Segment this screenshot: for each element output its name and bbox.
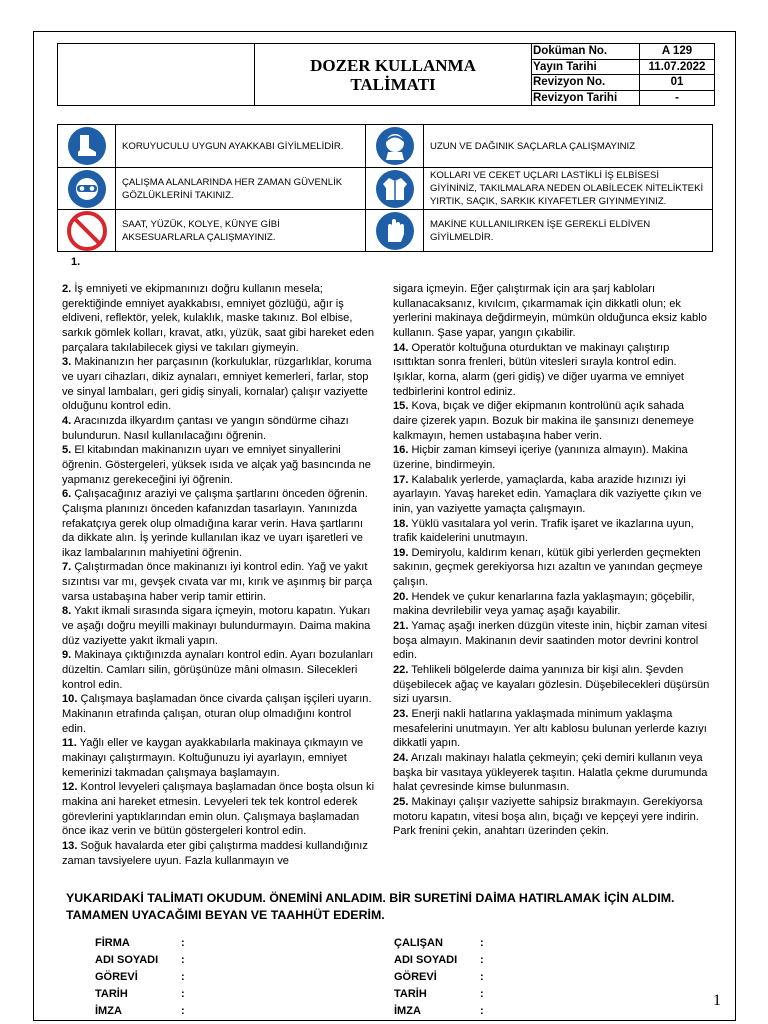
field-colon: : [181, 971, 185, 983]
instruction-text: Kontrol levyeleri çalışmaya başlamadan önce boşta olsun ki makina ani hareket etmesin. Levyeleri tek tek kontrol ederek görevlerini yaptıklarından emin olun. Çalışmaya başlamadan önce ikaz verin ve bütün göstergeleri kontrol edin. [62, 781, 375, 838]
field-colon: : [181, 954, 185, 966]
instruction-item [393, 473, 711, 517]
instruction-text: Yağlı eller ve kaygan ayakkabılarla makinaya çıkmayın ve makinayı çalıştırmayın. Koltuğunuzu iyi ayarlayın, emniyet kemerinizi takmadan çalışmaya başlamayın. [62, 737, 364, 779]
instruction-text: Demiryolu, kaldırım kenarı, kütük gibi yerlerden geçmekten sakının, geçmek gerekiyorsa hızı azaltın ve yanından geçmeye çalışın. [393, 546, 703, 589]
instruction-text: Yakıt ikmali sırasında sigara içmeyin, motoru kapatın. Yukarı ve aşağı doğru meyilli makinayı bulundurmayın. Daima makina düz vaziyette yakıt ikmali yapın. [62, 605, 371, 647]
meta-value: A 129 [661, 45, 693, 57]
instruction-number: 9. [62, 649, 72, 662]
signature-row [95, 986, 185, 1003]
field-colon: : [181, 937, 185, 949]
instruction-text: Çalışacağınız araziyi ve çalışma şartlarını önceden öğrenin. Çalışma planınızı önceden kafanızdan tasarlayın. Yanınızda refakatçıya gerek olup olmadığına karar verin. Hava şartlarını da dikkate alın. İş yerinde kullanılan ikaz ve uyarı işaretleri ve ikaz lambalarının mahiyetini öğrenin. [62, 488, 368, 559]
safety-text: ÇALIŞMA ALANLARINDA HER ZAMAN GÜVENLİK GÖZLÜKLERİNİ TAKINIZ. [116, 168, 366, 210]
instruction-item [393, 399, 711, 443]
instruction-item [62, 780, 378, 839]
instruction-number: 7. [62, 561, 72, 574]
field-label: TARİH [95, 988, 128, 1000]
instruction-text: El kitabından makinanızın uyarı ve emniyet sinyallerini öğrenin. Göstergeleri, yüksek ısıda ve alçak yağ basıncında ne yapmanız gerekeceğini iyi öğrenin. [62, 444, 371, 486]
instruction-item [62, 487, 378, 560]
acknowledgement-statement: YUKARIDAKİ TALİMATI OKUDUM. ÖNEMİNİ ANLADIM. BİR SURETİNİ DAİMA HATIRLAMAK İÇİN ALDIM. TAMAMEN UYACAĞIMI BEYAN VE TAAHHÜT EDERİM. [66, 891, 675, 922]
meta-value: 01 [670, 76, 684, 88]
signature-row [394, 969, 484, 986]
document-meta-table [532, 44, 714, 105]
field-colon: : [480, 988, 484, 1000]
field-colon: : [480, 971, 484, 983]
instruction-number: 23. [393, 708, 409, 721]
instruction-number: 4. [62, 414, 72, 427]
field-label: İMZA [394, 1005, 421, 1017]
instruction-item [62, 355, 378, 414]
title-line-2: TALİMATI [350, 74, 436, 94]
safety-text: KORUYUCULU UYGUN AYAKKABI GİYİLMELİDİR. [116, 125, 366, 168]
field-colon: : [181, 988, 185, 1000]
instructions-right-column [393, 282, 711, 839]
instruction-number: 10. [62, 693, 78, 706]
instruction-text: Çalıştırmadan önce makinanızı iyi kontrol edin. Yağ ve yakıt sızıntısı var mı, gevşek cıvata var mı, kırık ve aşınmış bir parça varsa ustabaşına haber verip tamir ettirin. [62, 561, 373, 603]
instruction-number: 16. [393, 444, 409, 457]
instruction-item [393, 517, 711, 546]
signature-row [394, 986, 484, 1003]
field-label: ADI SOYADI [394, 954, 458, 966]
instruction-number: 18. [393, 517, 409, 530]
safety-boot-icon [58, 125, 116, 168]
meta-row [532, 60, 714, 76]
instruction-continuation: sigara içmeyin. Eğer çalıştırmak için ara şarj kabloları kullanacaksanız, kıvılcım, çıkarmamak için dikkatli olun; ek yerlerini makinaya değdirmeyin, mümkün olduğunca eksiz kablo kullanın. Şase yapar, yangın çıkabilir. [393, 283, 707, 339]
document-title [255, 44, 532, 105]
instruction-number: 5. [62, 444, 72, 457]
meta-row [532, 75, 714, 91]
field-colon: : [480, 1005, 484, 1017]
signature-row [394, 1003, 484, 1020]
signature-block-employee [394, 935, 484, 1020]
instruction-number: 2. [62, 283, 72, 295]
signature-row [95, 1003, 185, 1020]
instruction-text: Makinayı çalışır vaziyette sahipsiz bırakmayın. Gerekiyorsa motoru kapatın, vitesi boşa alın, bıçağı ve kepçeyi yere indirin. Park frenini çekin, anahtarı üzerinden çekin. [393, 795, 703, 838]
instruction-text: Hendek ve çukur kenarlarına fazla yaklaşmayın; göçebilir, makina devrilebilir veya yamaç aşağı kayabilir. [393, 590, 695, 618]
instruction-item [62, 282, 378, 355]
instruction-item [393, 590, 711, 619]
instruction-number: 21. [393, 620, 409, 633]
signature-row [394, 935, 484, 952]
instruction-text: Soğuk havalarda eter gibi çalıştırma maddesi kullandığınız zaman tavsiyelere uyun. Fazla kullanmayın ve [62, 839, 368, 867]
safety-text: KOLLARI VE CEKET UÇLARI LASTİKLİ İŞ ELBİSESİ GİYİNİNİZ, TAKILMALARA NEDEN OLABİLECEK NİTELİKTEKİ YIRTIK, SAÇIK, SARKIK KIYAFETLER GIYINMEYINIZ. [424, 168, 712, 210]
instruction-item [393, 619, 711, 663]
instruction-text: Operatör koltuğuna oturduktan ve makinayı çalıştırıp ısıttıktan sonra frenleri, bütün vitesleri sırayla kontrol edin. Işıklar, korna, alarm (geri gidiş) ve diğer uyarma ve emniyet tedbirlerini kontrol ediniz. [393, 341, 685, 398]
instruction-number: 13. [62, 839, 78, 852]
instruction-item [393, 546, 711, 590]
field-label: TARİH [394, 988, 427, 1000]
instruction-number: 6. [62, 488, 72, 501]
field-label: GÖREVİ [95, 971, 138, 983]
instruction-text: Aracınızda ilkyardım çantası ve yangın söndürme cihazı bulundurun. Nasıl kullanılacağını öğrenin. [62, 414, 349, 442]
meta-row [532, 44, 714, 60]
signature-row [95, 935, 185, 952]
instruction-item [62, 414, 378, 443]
instructions-left-column [62, 282, 378, 890]
instruction-text: Yamaç aşağı inerken düzgün viteste inin, hiçbir zaman vitesi boşa almayın. Makinanın devir saatinden motor devrini kontrol edin. [393, 620, 708, 662]
meta-label: Revizyon Tarihi [532, 91, 640, 106]
meta-value: 11.07.2022 [648, 60, 706, 73]
field-label: İMZA [95, 1005, 122, 1017]
meta-label: Yayın Tarihi [532, 60, 640, 75]
safety-text: MAKİNE KULLANILIRKEN İŞE GEREKLİ ELDİVEN GİYİLMELDİR. [430, 219, 651, 243]
instruction-item [62, 736, 378, 780]
safety-text: UZUN VE DAĞINIK SAÇLARLA ÇALIŞMAYINIZ [424, 125, 712, 168]
instruction-item [393, 443, 711, 472]
instruction-item [393, 795, 711, 839]
logo-cell [58, 44, 255, 105]
meta-row [532, 91, 714, 106]
instruction-number: 8. [62, 605, 72, 618]
safety-signs-table [57, 124, 713, 252]
list-item-1-label: 1. [71, 256, 81, 268]
field-colon: : [480, 954, 484, 966]
instruction-number: 22. [393, 664, 409, 677]
signature-row [95, 952, 185, 969]
instruction-item [393, 707, 711, 751]
instruction-text: Arızalı makinayı halatla çekmeyin; çeki demiri kullanın veya başka bir vasıtaya yükleyerek taşıtın. Halatla çekme durumunda halat çevresinde kimse bulunmasın. [393, 752, 708, 794]
no-accessories-icon [58, 210, 116, 252]
instruction-number: 25. [393, 795, 409, 808]
instruction-number: 24. [393, 752, 409, 764]
field-label: FİRMA [95, 937, 130, 949]
instruction-number: 3. [62, 356, 72, 369]
signature-row [394, 952, 484, 969]
meta-label: Revizyon No. [532, 75, 640, 90]
instruction-number: 11. [62, 737, 77, 750]
instruction-text: Tehlikeli bölgelerde daima yanınıza bir kişi alın. Şevden düşebilecek ağaç ve kayaları gözlesin. Düşebilecekleri düşürsün sizi uyarsın. [393, 664, 710, 706]
instruction-text: Çalışmaya başlamadan önce civarda çalışan işçileri uyarın. Makinanın etrafında çalışan, oturan olup olmadığını kontrol edin. [62, 693, 372, 735]
protective-clothing-icon [366, 168, 424, 210]
instruction-item [393, 341, 711, 400]
instruction-item [62, 692, 378, 736]
page-number: 1 [713, 992, 721, 1009]
instruction-item [62, 560, 378, 604]
instruction-text: Makinaya çıktığınızda aynaları kontrol edin. Ayarı bozulanları düzeltin. Camları silin, görüşünüze mâni olmasın. Silecekleri kontrol edin. [62, 649, 374, 691]
instruction-text: Yüklü vasıtalara yol verin. Trafik işaret ve ikazlarına uyun, trafik kaidelerini unutmayın. [393, 517, 694, 545]
instruction-number: 12. [62, 781, 78, 794]
field-colon: : [480, 937, 484, 949]
instruction-item [62, 648, 378, 692]
meta-value: - [675, 91, 679, 104]
signature-row [95, 969, 185, 986]
safety-text: SAAT, YÜZÜK, KOLYE, KÜNYE GİBİ AKSESUARLARLA ÇALIŞMAYINIZ. [116, 210, 366, 252]
signature-block-company [95, 935, 185, 1020]
meta-label: Doküman No. [532, 44, 640, 59]
instruction-item [393, 663, 711, 707]
field-label: ADI SOYADI [95, 954, 159, 966]
instruction-item [62, 604, 378, 648]
instruction-text: İş emniyeti ve ekipmanınızı doğru kullanın mesela; gerektiğinde emniyet ayakkabısı, emniyet gözlüğü, ağır iş eldiveni, reflektör, yelek, kulaklık, maske takınız. Bol elbise, sarkık gömlek kolları, kravat, atkı, yüzük, saat gibi hareket eden parçalara takılabilecek giysi ve takıları giymeyin. [62, 283, 375, 354]
instruction-text: Hiçbir zaman kimseyi içeriye (yanınıza almayın). Makina üzerine, bindirmeyin. [393, 444, 688, 471]
instruction-item [62, 839, 378, 868]
document-header [57, 43, 715, 106]
instruction-text: Enerji nakli hatlarına yaklaşmada minimum yaklaşma mesafelerini unutmayın. Yer altı kablosu bulunan yerlerde kazıyı dikkatli yapın. [393, 708, 707, 750]
instruction-text: Kalabalık yerlerde, yamaçlarda, kaba arazide hızınızı iyi ayarlayın. Yavaş hareket edin. Yamaçlara dik vaziyette çıkın ve inin, yan vaziyette yamaçta çalışmayın. [393, 473, 702, 515]
field-colon: : [181, 1005, 185, 1017]
instruction-text: Kova, bıçak ve diğer ekipmanın kontrolünü açık sahada daire çizerek yapın. Bozuk bir makina ile şansınızı denemeye kalkmayın, hemen ustabaşına haber verin. [393, 400, 694, 442]
instruction-text: Makinanızın her parçasının (korkuluklar, rüzgarlıklar, koruma ve uyarı cihazları, dikiz aynaları, emniyet kemerleri, farlar, stop ve sinyal lambaları, geri gidiş sinyali, kornalar) çalışır vaziyette olduğunu kontrol edin. [62, 356, 372, 413]
hair-net-icon [366, 125, 424, 168]
instruction-number: 14. [393, 341, 409, 354]
safety-goggles-icon [58, 168, 116, 210]
instruction-item [62, 443, 378, 487]
field-label: GÖREVİ [394, 971, 437, 983]
instruction-number: 20. [393, 590, 409, 603]
instruction-number: 15. [393, 400, 409, 413]
field-label: ÇALIŞAN [394, 937, 443, 949]
instruction-item [393, 751, 711, 795]
instruction-number: 19. [393, 546, 409, 559]
title-line-1: DOZER KULLANMA [310, 55, 476, 75]
instruction-number: 17. [393, 473, 409, 486]
gloves-icon [366, 210, 424, 252]
